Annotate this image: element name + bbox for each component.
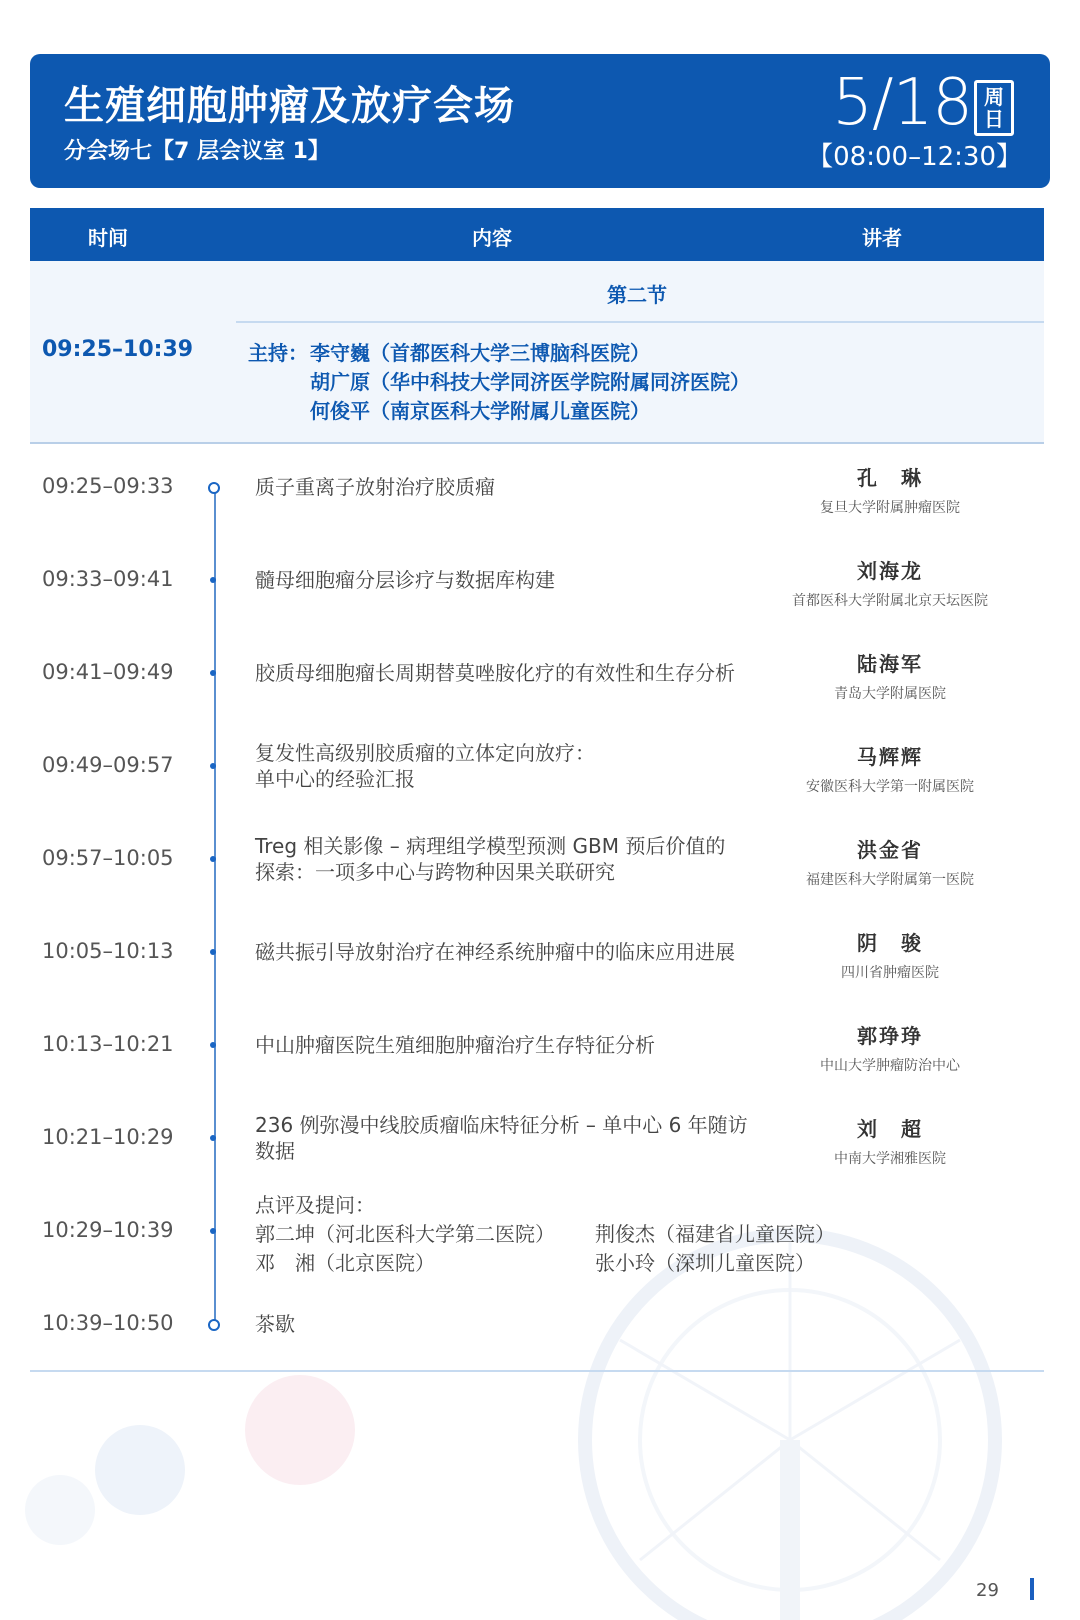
timeline-dot: [210, 1135, 216, 1141]
row-topic: [255, 1032, 655, 1058]
row-time: 09:57–10:05: [42, 846, 174, 870]
session-time: 09:25–10:39: [42, 337, 194, 362]
header-banner: [30, 54, 1050, 188]
venue-subtitle: 分会场七【7 层会议室 1】: [64, 139, 330, 164]
speaker-institution: 中南大学湘雅医院: [834, 1151, 946, 1167]
review-time: 10:29–10:39: [42, 1218, 174, 1242]
topic-line: 质子重离子放射治疗胶质瘤: [255, 475, 495, 499]
timeline-dot: [210, 670, 216, 676]
topic-line: 中山肿瘤医院生殖细胞肿瘤治疗生存特征分析: [255, 1033, 655, 1057]
session-block: [30, 261, 1044, 442]
topic-line: Treg 相关影像 – 病理组学模型预测 GBM 预后价值的: [255, 834, 726, 858]
row-time: 09:25–09:33: [42, 474, 174, 498]
weekday-badge: [974, 80, 1014, 136]
speaker-name: 孔 琳: [857, 466, 923, 490]
row-topic: [255, 474, 495, 500]
topic-line: 236 例弥漫中线胶质瘤临床特征分析 – 单中心 6 年随访: [255, 1113, 748, 1137]
column-header-time: 时间: [88, 226, 128, 250]
speaker-institution: 中山大学肿瘤防治中心: [820, 1058, 960, 1074]
host-1: 李守巍（首都医科大学三博脑科医院）: [310, 341, 650, 365]
row-speaker: [770, 462, 1010, 517]
topic-line: 数据: [255, 1139, 295, 1163]
topic-line: 复发性高级别胶质瘤的立体定向放疗：: [255, 741, 595, 765]
row-topic: [255, 1112, 748, 1164]
speaker-institution: 福建医科大学附属第一医院: [806, 872, 974, 888]
table-header: [30, 208, 1044, 261]
page-title: 生殖细胞肿瘤及放疗会场: [64, 83, 515, 129]
host-3: 何俊平（南京医科大学附属儿童医院）: [310, 399, 650, 423]
speaker-institution: 青岛大学附属医院: [834, 686, 946, 702]
break-label: 茶歇: [255, 1312, 295, 1336]
reviewer-4: 张小玲（深圳儿童医院）: [595, 1251, 815, 1275]
timeline-dot: [210, 949, 216, 955]
reviewer-1: 郭二坤（河北医科大学第二医院）: [255, 1222, 555, 1246]
session-divider: [236, 321, 1044, 323]
row-time: 10:21–10:29: [42, 1125, 174, 1149]
row-topic: [255, 939, 735, 965]
page-number: 29: [976, 1580, 999, 1601]
speaker-name: 陆海军: [857, 652, 923, 676]
footer-divider: [30, 1370, 1044, 1372]
reviewer-3: 邓 湘（北京医院）: [255, 1251, 435, 1275]
event-hours: 【08:00–12:30】: [807, 142, 1022, 172]
row-time: 09:41–09:49: [42, 660, 174, 684]
speaker-institution: 四川省肿瘤医院: [841, 965, 939, 981]
host-2: 胡广原（华中科技大学同济医学院附属同济医院）: [310, 370, 750, 394]
session-divider-bottom: [30, 442, 1044, 444]
topic-line: 髓母细胞瘤分层诊疗与数据库构建: [255, 568, 555, 592]
timeline-dot: [210, 1228, 216, 1234]
row-time: 10:13–10:21: [42, 1032, 174, 1056]
speaker-name: 刘海龙: [857, 559, 923, 583]
column-header-speaker: 讲者: [862, 226, 902, 250]
row-speaker: [770, 648, 1010, 703]
topic-line: 探索：一项多中心与跨物种因果关联研究: [255, 860, 615, 884]
topic-line: 磁共振引导放射治疗在神经系统肿瘤中的临床应用进展: [255, 940, 735, 964]
speaker-name: 洪金省: [857, 838, 923, 862]
row-time: 09:49–09:57: [42, 753, 174, 777]
speaker-name: 马辉辉: [857, 745, 923, 769]
speaker-name: 刘 超: [857, 1117, 923, 1141]
reviewer-2: 荆俊杰（福建省儿童医院）: [595, 1222, 835, 1246]
row-time: 09:33–09:41: [42, 567, 174, 591]
timeline-dot: [210, 763, 216, 769]
weekday-top: 周: [984, 85, 1004, 109]
session-label: 第二节: [607, 283, 667, 307]
timeline-end-marker: [208, 1319, 220, 1331]
row-topic: [255, 833, 725, 885]
topic-line: 胶质母细胞瘤长周期替莫唑胺化疗的有效性和生存分析: [255, 661, 735, 685]
column-header-content: 内容: [472, 226, 512, 250]
break-time: 10:39–10:50: [42, 1311, 174, 1335]
speaker-name: 郭琤琤: [857, 1024, 923, 1048]
review-label: 点评及提问：: [255, 1193, 375, 1217]
page-marker: [1030, 1578, 1034, 1600]
row-speaker: [770, 555, 1010, 610]
host-label: 主持：: [248, 341, 308, 365]
row-time: 10:05–10:13: [42, 939, 174, 963]
topic-line: 单中心的经验汇报: [255, 767, 415, 791]
row-topic: [255, 740, 595, 792]
speaker-institution: 安徽医科大学第一附属医院: [806, 779, 974, 795]
timeline-dot: [210, 856, 216, 862]
row-speaker: [770, 834, 1010, 889]
timeline-start-marker: [208, 482, 220, 494]
timeline-line: [214, 488, 216, 1328]
row-topic: [255, 660, 735, 686]
row-speaker: [770, 1113, 1010, 1168]
timeline-dot: [210, 577, 216, 583]
row-topic: [255, 567, 555, 593]
timeline-dot: [210, 1042, 216, 1048]
row-speaker: [770, 741, 1010, 796]
speaker-institution: 复旦大学附属肿瘤医院: [820, 500, 960, 516]
row-speaker: [770, 1020, 1010, 1075]
speaker-name: 阴 骏: [857, 931, 923, 955]
weekday-bottom: 日: [984, 107, 1004, 131]
row-speaker: [770, 927, 1010, 982]
event-date: 5/18: [832, 66, 972, 140]
speaker-institution: 首都医科大学附属北京天坛医院: [792, 593, 988, 609]
